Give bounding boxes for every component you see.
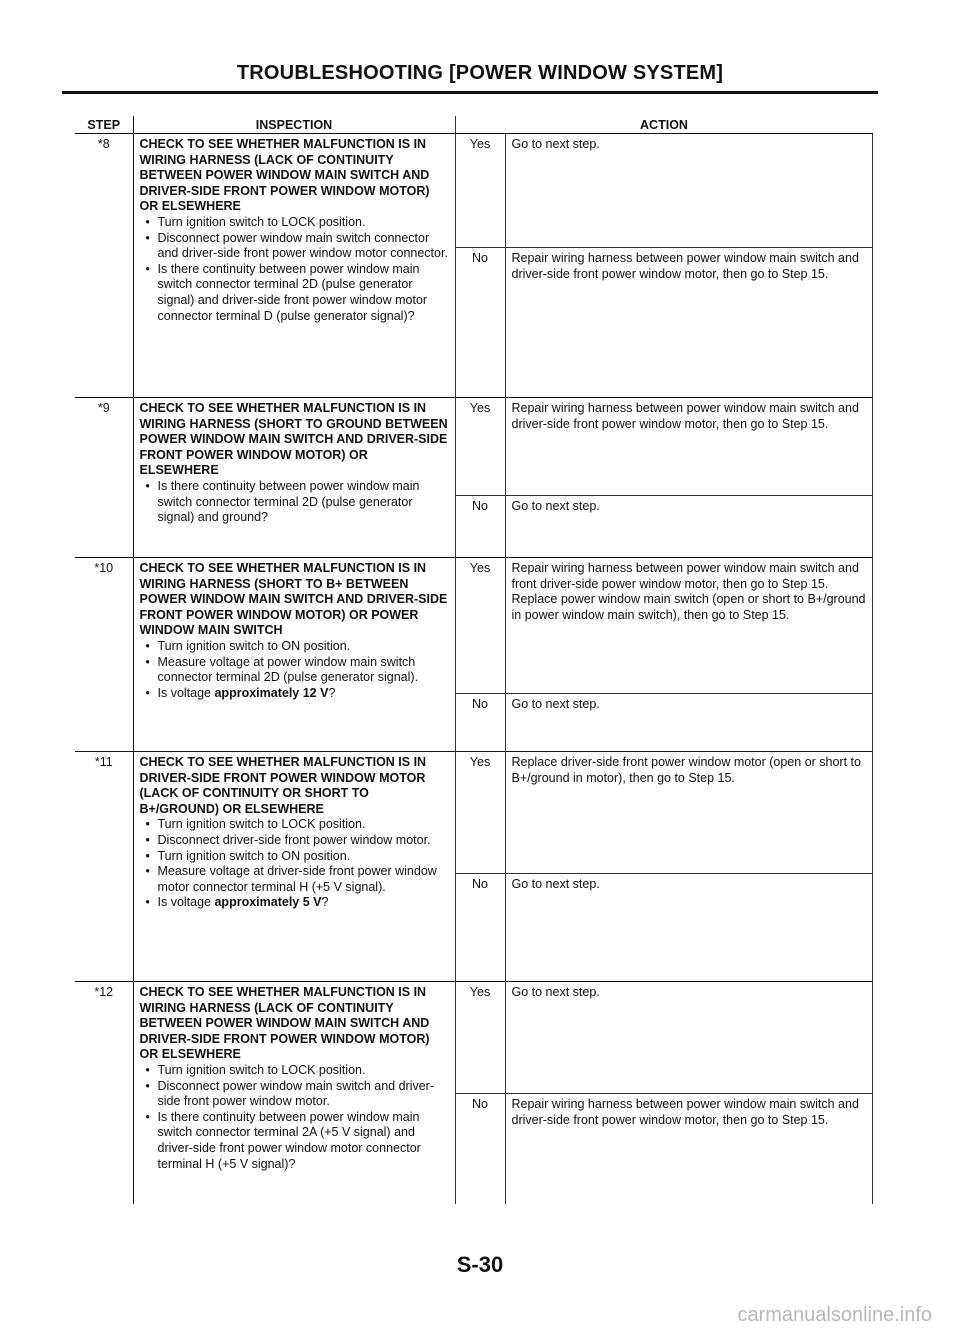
table-row — [75, 982, 873, 1094]
step-number: *10 — [75, 558, 133, 752]
inspection-bullet: • Turn ignition switch to LOCK position. — [140, 817, 449, 833]
step-number: *11 — [75, 752, 133, 982]
inspection-bullet: • Measure voltage at driver-side front power window motor connector terminal H (+5 V signal). — [140, 864, 449, 895]
page-number: S-30 — [456, 1252, 504, 1277]
action-yes — [505, 558, 873, 694]
result-no: No — [455, 248, 505, 398]
action-no: Go to next step. — [505, 496, 873, 558]
action-no: Go to next step. — [505, 694, 873, 752]
inspection-bullet: • Disconnect power window main switch connector and driver-side front power window motor connector. — [140, 231, 449, 262]
inspection-cell — [133, 558, 455, 752]
inspection-cell — [133, 134, 455, 398]
inspection-heading: CHECK TO SEE WHETHER MALFUNCTION IS IN WIRING HARNESS (SHORT TO GROUND BETWEEN POWER WINDOW MAIN SWITCH AND DRIVER-SIDE FRONT POWER WINDOW MOTOR) OR ELSEWHERE — [139, 401, 448, 478]
inspection-bullet-value: approximately 12 V — [214, 685, 329, 700]
inspection-bullet: • Turn ignition switch to ON position. — [140, 639, 449, 655]
action-yes: Repair wiring harness between power window main switch and driver-side front power window motor, then go to Step 15. — [505, 398, 873, 496]
action-yes: Replace driver-side front power window motor (open or short to B+/ground in motor), then go to Step 15. — [505, 752, 873, 874]
result-no: No — [455, 1094, 505, 1204]
inspection-bullet: • Turn ignition switch to LOCK position. — [140, 1063, 449, 1079]
inspection-bullet: • Is there continuity between power window main switch connector terminal 2D (pulse generator signal) and ground? — [140, 479, 449, 526]
result-yes: Yes — [455, 752, 505, 874]
action-yes-line: Repair wiring harness between power window main switch and front driver-side power window motor, then go to Step 15. — [511, 561, 859, 591]
step-number: *8 — [75, 134, 133, 398]
result-yes: Yes — [455, 398, 505, 496]
step-number: *12 — [75, 982, 133, 1204]
inspection-bullet: • Is there continuity between power window main switch connector terminal 2A (+5 V signal) and driver-side front power window motor connector terminal H (+5 V signal)? — [140, 1110, 449, 1172]
inspection-bullet: • Turn ignition switch to LOCK position. — [140, 215, 449, 231]
troubleshooting-table — [75, 116, 873, 1204]
inspection-cell — [133, 982, 455, 1204]
inspection-heading: CHECK TO SEE WHETHER MALFUNCTION IS IN WIRING HARNESS (LACK OF CONTINUITY BETWEEN POWER WINDOW MAIN SWITCH AND DRIVER-SIDE FRONT POWER WINDOW MOTOR) OR ELSEWHERE — [139, 137, 430, 214]
result-no: No — [455, 694, 505, 752]
inspection-bullet-text: Is voltage — [157, 685, 215, 700]
inspection-cell — [133, 752, 455, 982]
inspection-bullet-value: approximately 5 V — [214, 895, 322, 910]
result-yes: Yes — [455, 134, 505, 248]
inspection-bullet — [140, 686, 449, 702]
result-no: No — [455, 496, 505, 558]
action-no: Repair wiring harness between power window main switch and driver-side front power window motor, then go to Step 15. — [505, 1094, 873, 1204]
action-yes: Go to next step. — [505, 134, 873, 248]
inspection-bullet-suffix: ? — [321, 895, 329, 910]
inspection-bullet: • Disconnect power window main switch and driver-side front power window motor. — [140, 1079, 449, 1110]
table-row — [75, 134, 873, 248]
inspection-bullet: • Is there continuity between power window main switch connector terminal 2D (pulse generator signal) and driver-side front power window motor connector terminal D (pulse generator signal)? — [140, 262, 449, 324]
inspection-bullet-suffix: ? — [328, 685, 336, 700]
watermark: carmanualsonline.info — [737, 1304, 932, 1326]
header-action: ACTION — [455, 116, 873, 134]
result-no: No — [455, 874, 505, 982]
action-no: Repair wiring harness between power window main switch and driver-side front power window motor, then go to Step 15. — [505, 248, 873, 398]
inspection-bullet: • Disconnect driver-side front power window motor. — [140, 833, 449, 849]
inspection-heading: CHECK TO SEE WHETHER MALFUNCTION IS IN DRIVER-SIDE FRONT POWER WINDOW MOTOR (LACK OF CONTINUITY OR SHORT TO B+/GROUND) OR ELSEWHERE — [139, 755, 427, 816]
page-title: TROUBLESHOOTING [POWER WINDOW SYSTEM] — [236, 62, 724, 84]
inspection-bullet-text: Is voltage — [157, 895, 215, 910]
header-inspection: INSPECTION — [133, 116, 455, 134]
inspection-cell — [133, 398, 455, 558]
step-number: *9 — [75, 398, 133, 558]
table-row — [75, 558, 873, 694]
action-yes: Go to next step. — [505, 982, 873, 1094]
inspection-bullet: • Turn ignition switch to ON position. — [140, 849, 449, 865]
title-rule — [62, 91, 878, 94]
table-row — [75, 752, 873, 874]
result-yes: Yes — [455, 982, 505, 1094]
header-step: STEP — [75, 116, 133, 134]
table-header-row — [75, 116, 873, 134]
inspection-heading: CHECK TO SEE WHETHER MALFUNCTION IS IN WIRING HARNESS (SHORT TO B+ BETWEEN POWER WINDOW MAIN SWITCH AND DRIVER-SIDE FRONT POWER WINDOW MOTOR) OR POWER WINDOW MAIN SWITCH — [139, 561, 448, 638]
result-yes: Yes — [455, 558, 505, 694]
action-no: Go to next step. — [505, 874, 873, 982]
inspection-heading: CHECK TO SEE WHETHER MALFUNCTION IS IN WIRING HARNESS (LACK OF CONTINUITY BETWEEN POWER WINDOW MAIN SWITCH AND DRIVER-SIDE FRONT POWER WINDOW MOTOR) OR ELSEWHERE — [139, 985, 430, 1062]
inspection-bullet: • Measure voltage at power window main switch connector terminal 2D (pulse generator signal). — [140, 655, 449, 686]
table-row — [75, 398, 873, 496]
inspection-bullet — [140, 895, 449, 911]
action-yes-line: Replace power window main switch (open or short to B+/ground in power window main switch), then go to Step 15. — [511, 592, 866, 622]
